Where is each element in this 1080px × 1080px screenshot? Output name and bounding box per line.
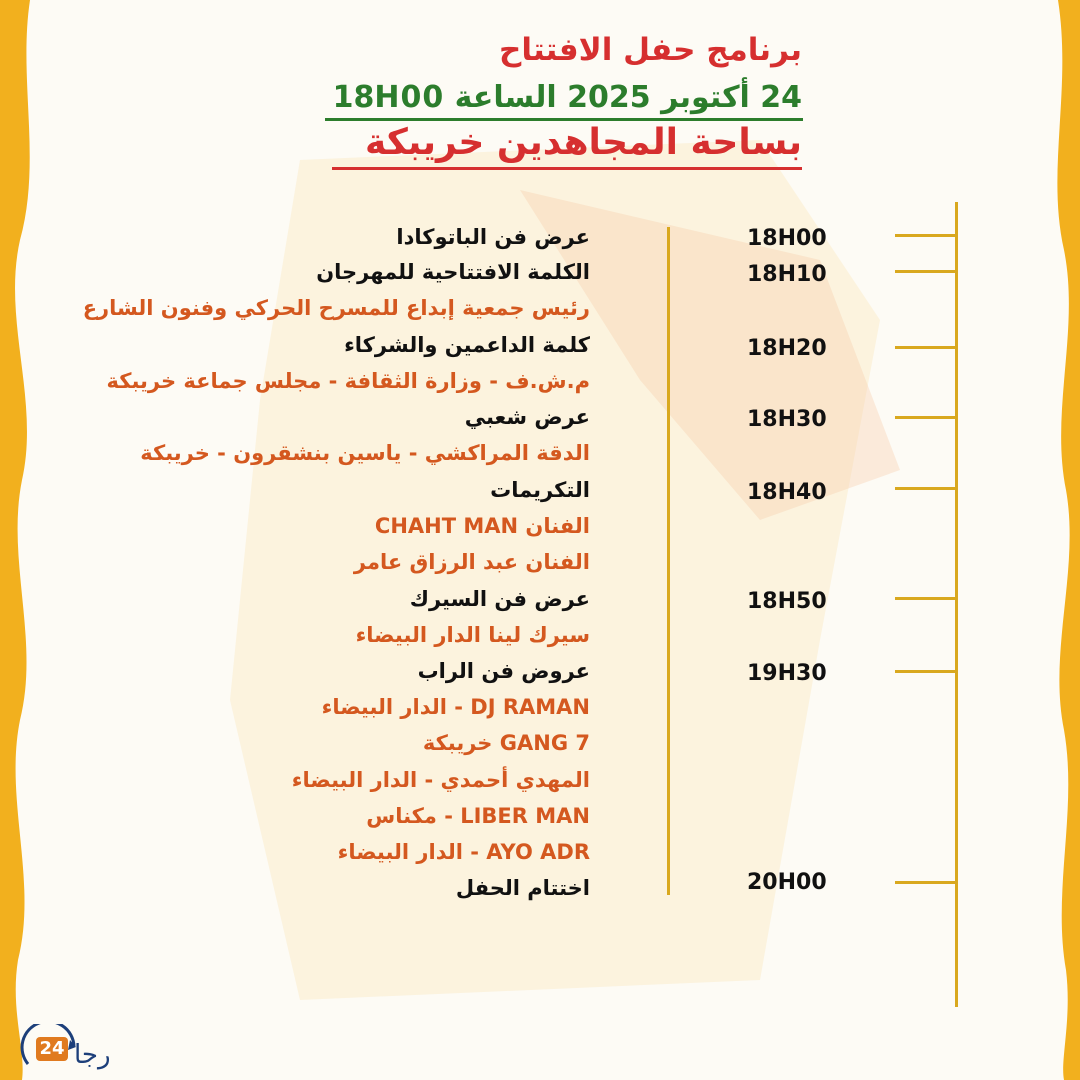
program-item-title: اختتام الحفل bbox=[455, 876, 590, 900]
program-item-title: عرض فن السيرك bbox=[409, 587, 590, 611]
program-item-detail: AYO ADR - الدار البيضاء bbox=[337, 840, 590, 864]
program-item-detail: الدقة المراكشي - ياسين بنشقرون - خريبكة bbox=[140, 441, 590, 465]
program-item-detail: المهدي أحمدي - الدار البيضاء bbox=[291, 768, 590, 792]
timeline-tick bbox=[895, 270, 957, 273]
program-item-title: عرض شعبي bbox=[464, 405, 590, 429]
venue-underline bbox=[332, 167, 802, 170]
program-item-title: الكلمة الافتتاحية للمهرجان bbox=[316, 260, 590, 284]
program-item-title: التكريمات bbox=[490, 478, 590, 502]
logo-text: رجا bbox=[74, 1040, 111, 1070]
program-item-detail: م.ش.ف - وزارة الثقافة - مجلس جماعة خريبكة bbox=[106, 369, 590, 393]
program-item-title: كلمة الداعمين والشركاء bbox=[344, 333, 590, 357]
program-time: 18H20 bbox=[747, 336, 827, 361]
timeline-tick bbox=[895, 487, 957, 490]
timeline-axis bbox=[955, 202, 958, 1007]
timeline-tick bbox=[895, 416, 957, 419]
program-time: 18H40 bbox=[747, 480, 827, 505]
program-time: 19H30 bbox=[747, 661, 827, 686]
program-item-title: عرض فن الباتوكادا bbox=[396, 225, 590, 249]
program-item-detail: الفنان عبد الرزاق عامر bbox=[353, 550, 590, 574]
program-item-title: عروض فن الراب bbox=[417, 659, 590, 683]
program-time: 18H50 bbox=[747, 589, 827, 614]
program-item-detail: رئيس جمعية إبداع للمسرح الحركي وفنون الشارع bbox=[82, 296, 590, 320]
program-item-detail: سيرك لينا الدار البيضاء bbox=[355, 623, 590, 647]
program-item-detail: LIBER MAN - مكناس bbox=[366, 804, 590, 828]
program-time: 18H30 bbox=[747, 407, 827, 432]
program-time: 18H00 bbox=[747, 226, 827, 251]
date-underline bbox=[325, 118, 803, 121]
column-divider bbox=[667, 227, 670, 895]
program-item-detail: الفنان CHAHT MAN bbox=[374, 514, 590, 538]
program-item-detail: DJ RAMAN - الدار البيضاء bbox=[321, 695, 590, 719]
timeline-tick bbox=[895, 234, 957, 237]
logo-number: 24 bbox=[36, 1037, 68, 1061]
program-title: برنامج حفل الافتتاح bbox=[499, 32, 802, 68]
program-item-detail: 7 GANG خريبكة bbox=[422, 731, 590, 755]
timeline-tick bbox=[895, 670, 957, 673]
timeline-tick bbox=[895, 881, 957, 884]
program-time: 20H00 bbox=[747, 870, 827, 895]
event-venue: بساحة المجاهدين خريبكة bbox=[365, 122, 802, 163]
program-time: 18H10 bbox=[747, 262, 827, 287]
event-date: 24 أكتوبر 2025 الساعة 18H00 bbox=[332, 80, 802, 115]
timeline-tick bbox=[895, 346, 957, 349]
timeline-tick bbox=[895, 597, 957, 600]
